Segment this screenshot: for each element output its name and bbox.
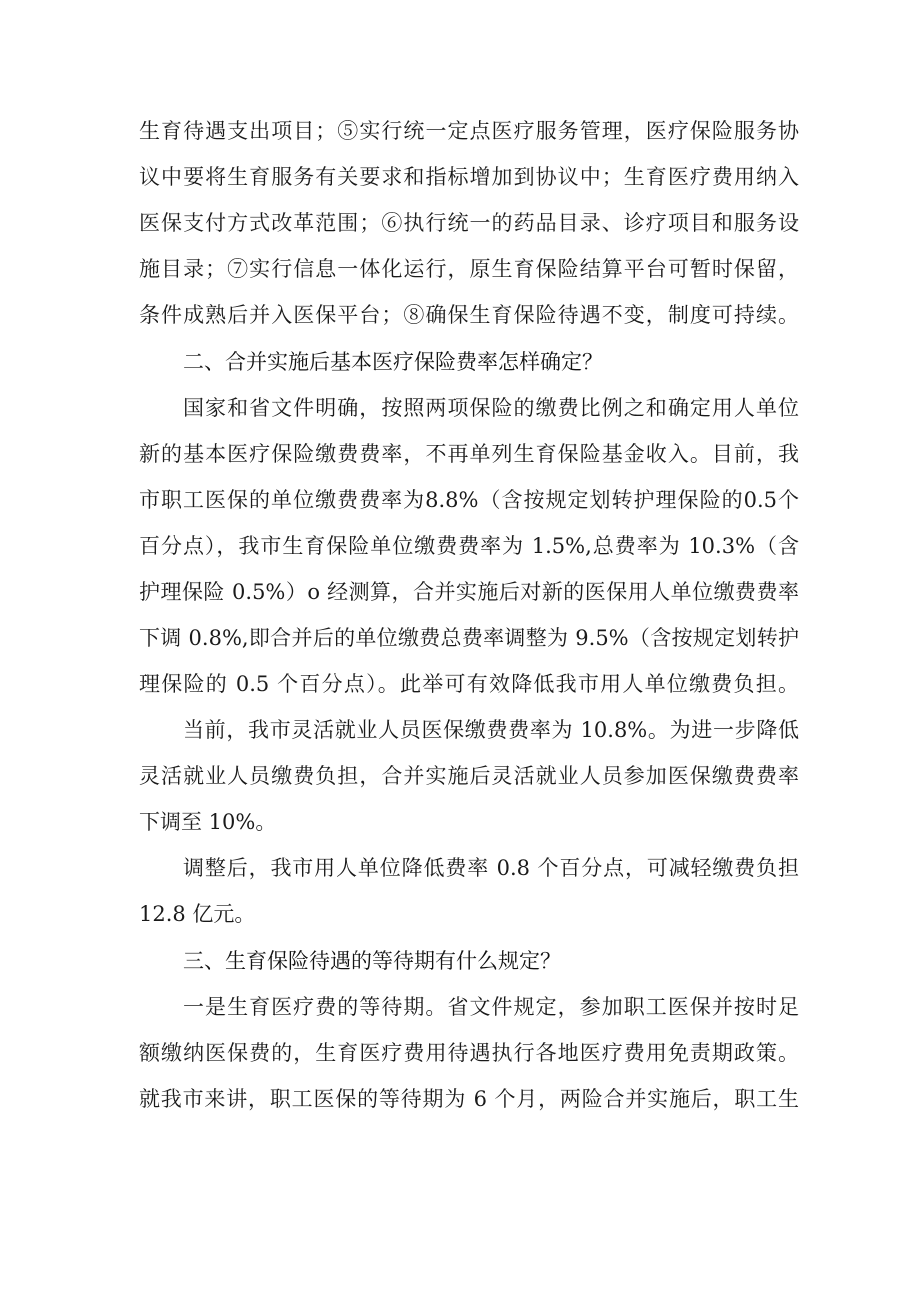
paragraph-line: 医保支付方式改革范围；⑥执行统一的药品目录、诊疗项目和服务设: [139, 211, 799, 235]
paragraph-line: 市职工医保的单位缴费费率为8.8%（含按规定划转护理保险的0.5个: [139, 488, 799, 512]
paragraph-line: 条件成熟后并入医保平台；⑧确保生育保险待遇不变，制度可持续。: [139, 303, 799, 327]
paragraph-line: 议中要将生育服务有关要求和指标增加到协议中；生育医疗费用纳入: [139, 165, 799, 189]
paragraph-line: 下调 0.8%,即合并后的单位缴费总费率调整为 9.5%（含按规定划转护: [139, 626, 799, 650]
paragraph-line: 当前，我市灵活就业人员医保缴费费率为 10.8%。为进一步降低: [183, 718, 799, 742]
paragraph-line: 额缴纳医保费的，生育医疗费用待遇执行各地医疗费用免责期政策。: [139, 1041, 799, 1065]
paragraph-line: 理保险的 0.5 个百分点）。此举可有效降低我市用人单位缴费负担。: [139, 672, 799, 696]
section-heading: 二、合并实施后基本医疗保险费率怎样确定？: [183, 350, 603, 374]
paragraph-line: 施目录；⑦实行信息一体化运行，原生育保险结算平台可暂时保留，: [139, 257, 799, 281]
paragraph-line: 调整后，我市用人单位降低费率 0.8 个百分点，可减轻缴费负担: [183, 856, 799, 880]
paragraph-line: 新的基本医疗保险缴费费率，不再单列生育保险基金收入。目前，我: [139, 442, 799, 466]
paragraph-line: 生育待遇支出项目；⑤实行统一定点医疗服务管理，医疗保险服务协: [139, 119, 799, 143]
paragraph-line: 百分点），我市生育保险单位缴费费率为 1.5%,总费率为 10.3%（含: [139, 534, 799, 558]
paragraph-line: 一是生育医疗费的等待期。省文件规定，参加职工医保并按时足: [183, 995, 799, 1019]
paragraph-line: 灵活就业人员缴费负担，合并实施后灵活就业人员参加医保缴费费率: [139, 764, 799, 788]
section-heading: 三、生育保险待遇的等待期有什么规定？: [183, 949, 561, 973]
paragraph-line: 下调至 10%。: [139, 810, 277, 834]
paragraph-line: 就我市来讲，职工医保的等待期为 6 个月，两险合并实施后，职工生: [139, 1087, 799, 1111]
paragraph-line: 护理保险 0.5%）o 经测算，合并实施后对新的医保用人单位缴费费率: [139, 580, 799, 604]
paragraph-line: 国家和省文件明确，按照两项保险的缴费比例之和确定用人单位: [183, 396, 799, 420]
paragraph-line: 12.8 亿元。: [139, 902, 256, 926]
